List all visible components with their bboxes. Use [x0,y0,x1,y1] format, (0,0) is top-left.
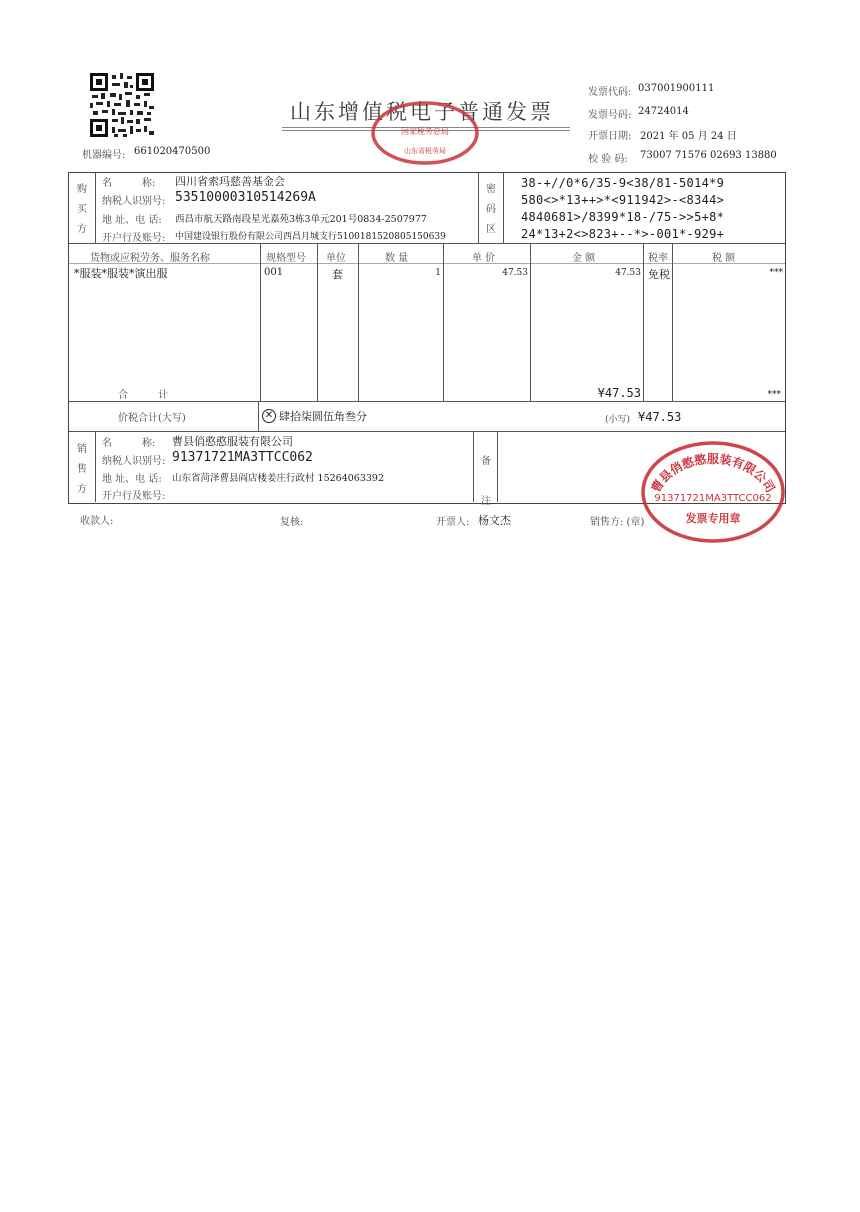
cipher-line: 4840681>/8399*18-/75->>5+8* [521,210,725,224]
seller-tax-id-label: 纳税人识别号: [102,456,166,467]
subtotal-tax: *** [767,390,781,400]
buyer-tax-id: 53510000310514269A [175,190,316,205]
buyer-tax-id-label: 纳税人识别号: [102,196,166,207]
buyer-bank: 中国建设银行股份有限公司西昌月城支行51001815208051506​39 [175,232,446,242]
invoice-no: 24724014 [638,106,689,117]
invoice-title: 山东增值税电子普通发票 [290,100,554,124]
col-header-name: 货物或应税劳务、服务名称 [90,253,210,264]
total-label: 价税合计(大写) [118,413,186,424]
cipher-line: 24*13+2<>823+--*>-001*-929+ [521,227,725,241]
seller-stamp-code: 91371721MA3TTCC062 [654,493,772,504]
buyer-name: 四川省索玛慈善基金会 [175,175,285,188]
invoice-no-label: 发票号码: [588,110,632,121]
cipher-label: 密码区 [486,184,496,235]
seller-stamp-top-text [648,451,778,495]
total-small-label: (小写) [605,415,631,425]
item-unit: 套 [332,268,343,281]
seller-seal-label: 销售方: (章) [590,517,645,528]
item-amount: 47.53 [615,268,641,278]
seller-side-label: 销售方 [77,444,87,495]
col-header-qty: 数 量 [385,253,409,264]
tax-bureau-stamp [370,100,480,166]
tax-stamp-center: 国家税务总局 [401,127,449,136]
seller-address: 山东省菏泽曹县阎店楼姜庄行政村 15264063392 [172,473,385,484]
item-name: *服装*服装*演出服 [74,267,168,280]
col-header-unit: 单位 [326,253,346,264]
buyer-side-label: 购买方 [77,184,87,235]
seller-invoice-stamp [640,440,786,544]
subtotal-amount: ¥47.53 [597,386,641,400]
issue-date-label: 开票日期: [588,131,632,142]
buyer-bank-label: 开户行及账号: [102,233,166,244]
col-header-price: 单 价 [472,253,496,264]
cipher-line: 580<>*13++>*<911942>-<8344> [521,193,725,207]
item-rate: 免税 [648,268,670,281]
tax-stamp-bottom: 山东省税务局 [404,147,446,155]
item-qty: 1 [435,268,441,278]
payee-label: 收款人: [80,516,114,527]
seller-name-label: 名 称: [102,438,156,449]
col-header-spec: 规格型号 [266,253,306,264]
seller-name: 曹县俏憨憨服装有限公司 [172,435,293,448]
buyer-name-label: 名 称: [102,178,156,189]
buyer-address: 西昌市航天路南段星光嘉苑3栋3单元201号0834-2507977 [175,214,427,225]
machine-no: 661020470500 [134,146,211,157]
subtotal-label: 合 计 [118,390,168,401]
issue-date: 2021 年 05 月 24 日 [640,131,737,142]
qr-code-icon [90,73,154,137]
total-small-amount: ¥47.53 [638,410,682,424]
invoice-code-label: 发票代码: [588,87,632,98]
cross-circle-icon: ✕ [262,409,276,423]
check-code: 73007 71576 02693 13880 [640,150,777,161]
buyer-address-label: 地 址、电 话: [102,215,162,226]
machine-no-label: 机器编号: [82,150,126,161]
seller-tax-id: 91371721MA3TTCC062 [172,450,313,465]
seller-address-label: 地 址、电 话: [102,474,162,485]
col-header-amount: 金 额 [572,253,596,264]
item-tax: *** [769,268,783,278]
seller-stamp-top: 曹县俏憨憨服装有限公司 [648,452,778,495]
cipher-block [521,175,724,243]
item-price: 47.53 [502,268,528,278]
check-code-label: 校 验 码: [588,154,628,165]
col-header-rate: 税率 [648,253,668,264]
col-header-tax: 税 额 [712,253,736,264]
cipher-line: 38-+//0*6/35-9<38/81-5014*9 [521,176,725,190]
remarks-label: 备注 [481,456,491,507]
invoice-code: 037001900111 [638,83,715,94]
drawer-name: 杨文杰 [478,514,511,527]
total-in-words: 肆拾柒圆伍角叁分 [279,410,367,423]
drawer-label: 开票人: [436,517,470,528]
seller-bank-label: 开户行及账号: [102,491,166,502]
seller-stamp-bottom: 发票专用章 [685,512,741,525]
item-spec: 001 [264,267,284,278]
reviewer-label: 复核: [280,517,304,528]
